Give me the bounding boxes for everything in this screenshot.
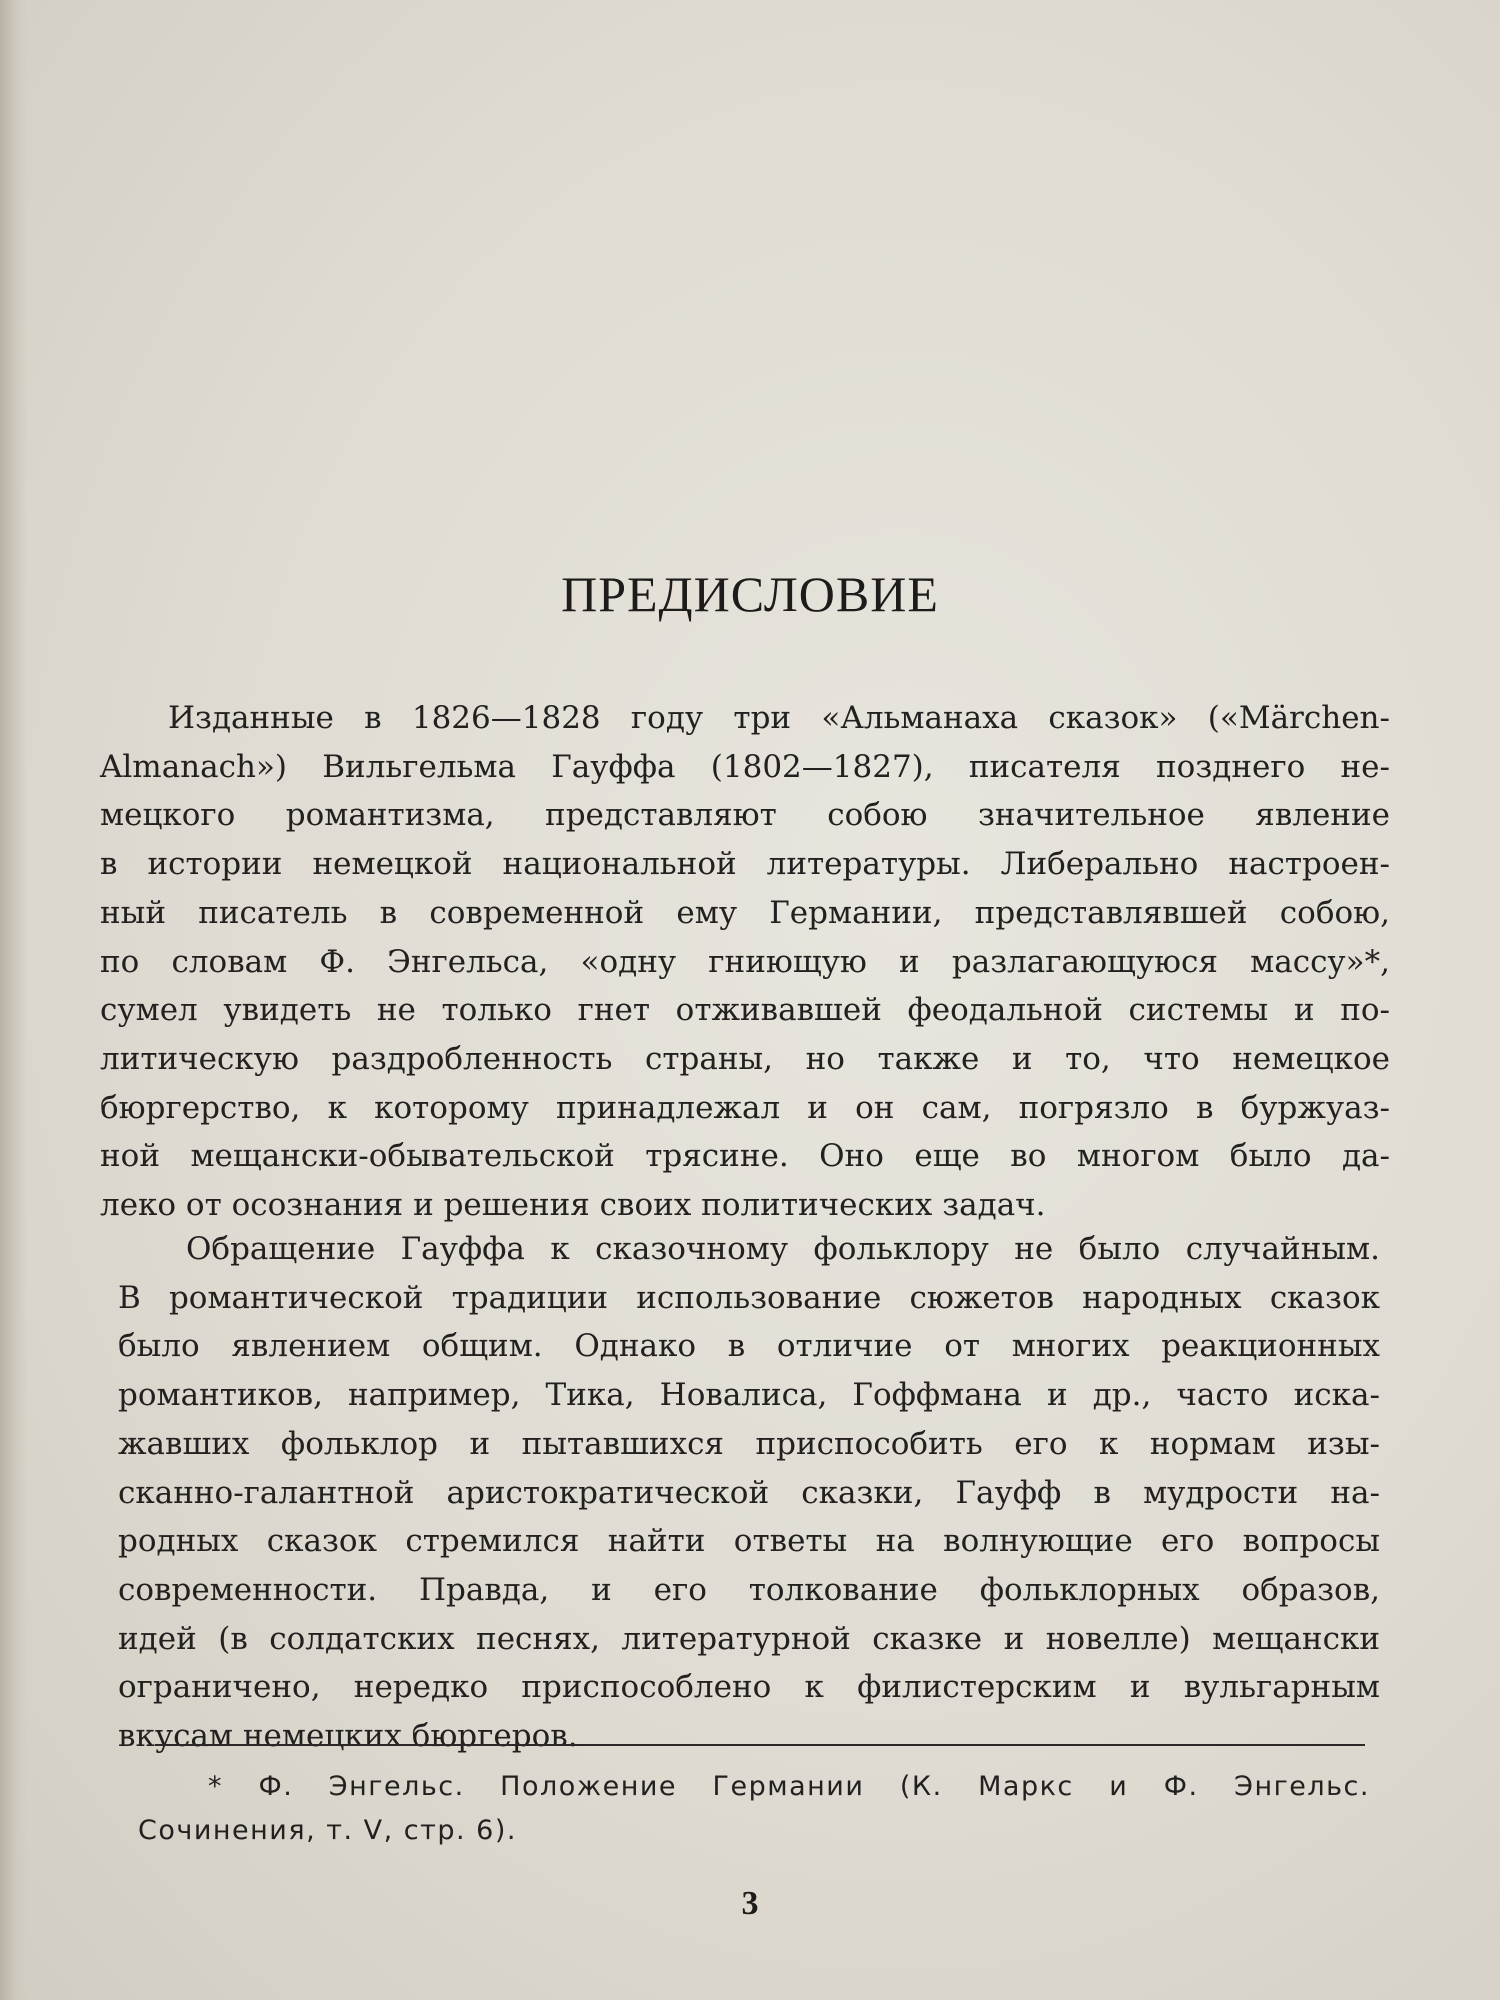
paragraph-line: вкусам немецких бюргеров. xyxy=(118,1718,578,1755)
page-number: 3 xyxy=(741,1885,759,1922)
paragraph-line: Almanach») Вильгельма Гауффа (1802—1827), писателя позднего не- xyxy=(100,748,1390,785)
paragraph-line: сканно-галантной аристократической сказки, Гауфф в мудрости на- xyxy=(118,1474,1380,1511)
paragraph-line: Обращение Гауффа к сказочному фольклору не было случайным. xyxy=(186,1231,1380,1267)
paragraph-line: родных сказок стремился найти ответы на волнующие его вопросы xyxy=(118,1523,1380,1560)
paragraph-line: ной мещански-обывательской трясине. Оно еще во многом было да- xyxy=(100,1138,1390,1175)
paragraph-line: по словам Ф. Энгельса, «одну гниющую и разлагающуюся массу»*, xyxy=(100,943,1390,980)
page-gutter-shadow xyxy=(0,0,28,2000)
paragraph-line: мецкого романтизма, представляют собою значительное явление xyxy=(100,797,1390,834)
paragraph-line: ограничено, нередко приспособлено к филистерским и вульгарным xyxy=(118,1669,1380,1706)
paragraph-line: ный писатель в современной ему Германии, представлявшей собою, xyxy=(100,894,1390,931)
paragraph-line: жавших фольклор и пытавшихся приспособить его к нормам изы- xyxy=(118,1425,1380,1462)
paragraph-line: литическую раздробленность страны, но также и то, что немецкое xyxy=(100,1040,1390,1077)
paragraph-line: было явлением общим. Однако в отличие от многих реакционных xyxy=(118,1328,1380,1365)
footnote-line: Сочинения, т. V, стр. 6). xyxy=(138,1815,517,1846)
paragraph-line: в истории немецкой национальной литературы. Либерально настроен- xyxy=(100,846,1390,883)
footnote-line: * Ф. Энгельс. Положение Германии (К. Маркс и Ф. Энгельс. xyxy=(208,1771,1370,1802)
footnote xyxy=(138,1765,1370,1853)
paragraph-2 xyxy=(118,1225,1380,1761)
footnote-divider xyxy=(155,1744,1365,1746)
paragraph-line: В романтической традиции использование сюжетов народных сказок xyxy=(118,1279,1380,1316)
chapter-heading: ПРЕДИСЛОВИЕ xyxy=(561,566,939,622)
paragraph-line: идей (в солдатских песнях, литературной сказке и новелле) мещански xyxy=(118,1620,1380,1657)
paragraph-line: современности. Правда, и его толкование фольклорных образов, xyxy=(118,1571,1380,1608)
paragraph-line: сумел увидеть не только гнет отживавшей феодальной системы и по- xyxy=(100,992,1390,1029)
paragraph-line: романтиков, например, Тика, Новалиса, Гоффмана и др., часто иска- xyxy=(118,1377,1380,1414)
paragraph-line: бюргерство, к которому принадлежал и он сам, погрязло в буржуаз- xyxy=(100,1089,1390,1126)
paragraph-line: Изданные в 1826—1828 году три «Альманаха сказок» («Märchen- xyxy=(168,700,1390,736)
paragraph-1 xyxy=(100,694,1390,1230)
paragraph-line: леко от осознания и решения своих политических задач. xyxy=(100,1187,1046,1224)
